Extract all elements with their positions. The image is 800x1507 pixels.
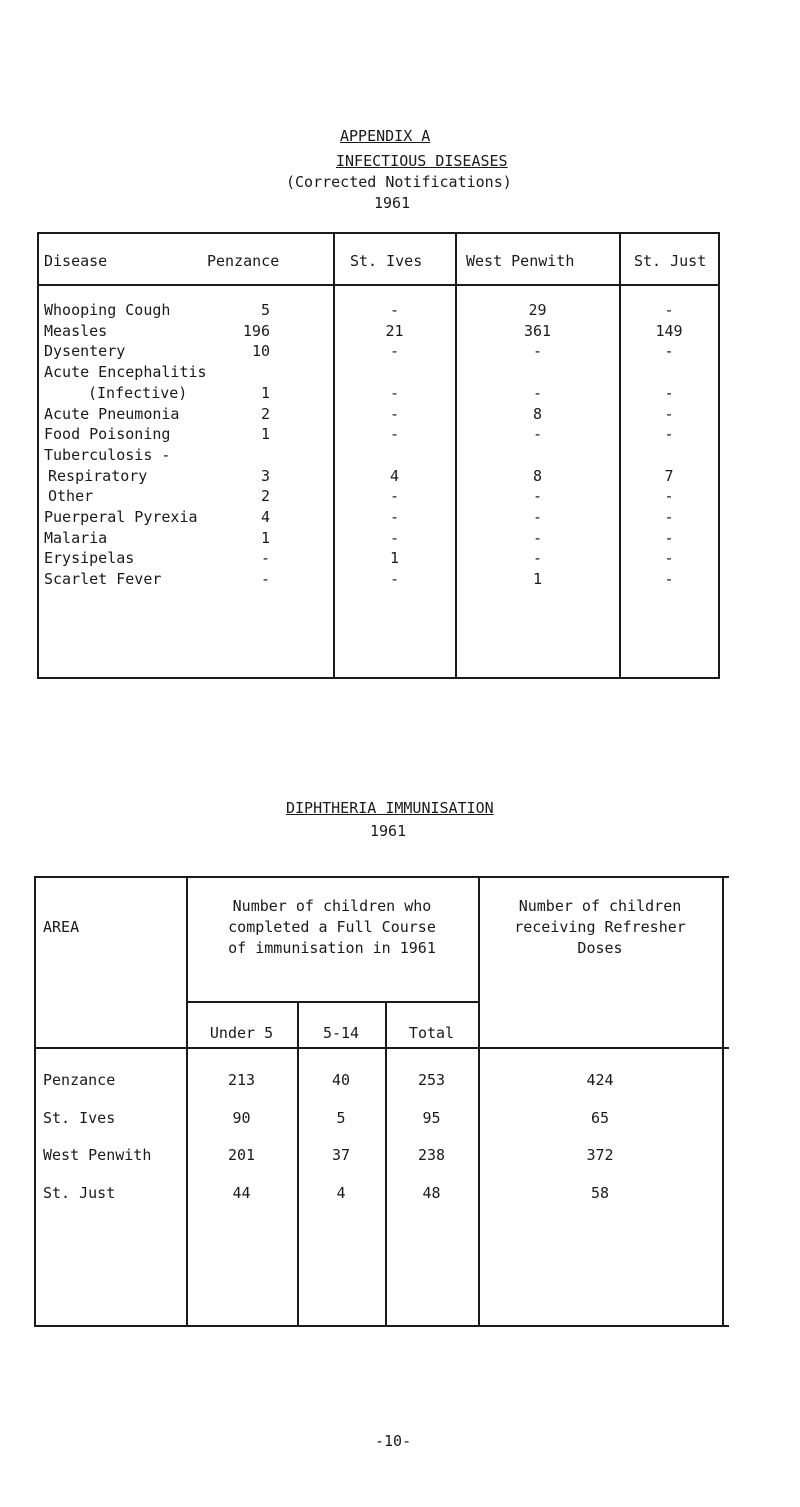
west-penwith-cell: 361 <box>523 321 552 340</box>
table-divider-st-just <box>619 232 621 678</box>
st-ives-cell: 1 <box>389 549 400 568</box>
table-border-header <box>37 284 720 286</box>
page-number: -10- <box>375 1432 412 1450</box>
under-5-cell: 213 <box>227 1071 256 1089</box>
under-5-cell: 201 <box>227 1146 256 1164</box>
west-penwith-cell: - <box>532 487 543 506</box>
dip-border-right <box>722 876 724 1326</box>
west-penwith-cell: - <box>532 528 543 547</box>
refresher-cell: 65 <box>590 1108 610 1127</box>
west-penwith-cell: - <box>532 425 543 444</box>
table-border-right <box>718 232 720 678</box>
dip-header-refresher-line-2: receiving Refresher <box>514 918 686 936</box>
disease-cell: Respiratory <box>48 466 148 485</box>
area-cell: St. Just <box>43 1183 116 1202</box>
dip-border-subheader <box>186 1001 478 1003</box>
diphtheria-title: DIPHTHERIA IMMUNISATION <box>286 799 494 817</box>
disease-cell: Malaria <box>44 528 108 547</box>
dip-header-refresher-line-3: Doses <box>577 939 623 957</box>
header-disease: Disease <box>44 252 108 270</box>
dip-header-refresher-line-1: Number of children <box>518 897 682 915</box>
disease-cell: Puerperal Pyrexia <box>44 508 198 526</box>
st-ives-cell: - <box>389 508 400 526</box>
disease-cell: Tuberculosis - <box>44 445 171 464</box>
area-cell: West Penwith <box>43 1146 152 1164</box>
under-5-cell: 44 <box>232 1183 251 1202</box>
penzance-cell: - <box>260 570 270 589</box>
dip-border-top <box>34 876 729 878</box>
penzance-cell: 2 <box>260 404 270 423</box>
disease-cell: Measles <box>44 321 108 340</box>
infectious-diseases-title: INFECTIOUS DISEASES <box>336 152 508 170</box>
penzance-cell: 10 <box>251 342 270 361</box>
st-ives-cell: 4 <box>389 466 400 485</box>
table-divider-west-penwith <box>455 232 457 678</box>
penzance-cell: 1 <box>260 425 270 444</box>
st-ives-cell: - <box>389 570 400 589</box>
infectious-diseases-year: 1961 <box>374 194 411 212</box>
penzance-cell: 1 <box>260 383 270 402</box>
total-cell: 253 <box>417 1071 446 1089</box>
st-just-cell: - <box>664 301 674 319</box>
penzance-cell: 3 <box>260 466 270 485</box>
penzance-cell: - <box>260 549 270 568</box>
disease-cell: Acute Encephalitis <box>44 363 207 382</box>
header-penzance: Penzance <box>207 252 280 270</box>
total-cell: 238 <box>417 1146 446 1164</box>
dip-header-course <box>186 896 478 959</box>
refresher-cell: 372 <box>586 1146 614 1164</box>
age-5-14-cell: 4 <box>336 1183 346 1202</box>
table-divider-st-ives <box>333 232 335 678</box>
dip-border-header <box>34 1047 729 1049</box>
disease-cell: Acute Pneumonia <box>44 404 180 423</box>
area-cell: St. Ives <box>43 1108 116 1127</box>
st-just-cell: - <box>664 508 674 526</box>
table-border-bottom <box>37 677 720 679</box>
total-cell: 95 <box>422 1108 441 1127</box>
refresher-cell: 58 <box>590 1183 610 1202</box>
disease-cell: Food Poisoning <box>44 425 171 444</box>
penzance-cell: 4 <box>260 508 270 526</box>
st-just-cell: 149 <box>655 321 683 340</box>
header-west-penwith: West Penwith <box>466 252 575 270</box>
st-just-cell: - <box>664 549 674 568</box>
st-ives-cell: - <box>389 425 400 444</box>
disease-cell: Dysentery <box>44 342 126 361</box>
header-st-just: St. Just <box>634 252 707 270</box>
west-penwith-cell: - <box>532 508 543 526</box>
dip-border-bottom <box>34 1325 729 1327</box>
age-5-14-cell: 40 <box>331 1071 351 1089</box>
west-penwith-cell: - <box>532 549 543 568</box>
dip-subheader-under-5: Under 5 <box>209 1024 274 1042</box>
dip-header-course-line-2: completed a Full Course <box>228 918 436 936</box>
dip-header-area: AREA <box>43 918 80 936</box>
disease-cell: Other <box>48 487 94 506</box>
st-ives-cell: - <box>389 487 400 506</box>
st-ives-cell: - <box>389 301 400 319</box>
west-penwith-cell: 8 <box>532 404 543 423</box>
dip-header-refresher <box>478 896 722 959</box>
st-just-cell: 7 <box>664 466 674 485</box>
st-ives-cell: - <box>389 404 400 423</box>
dip-header-course-line-3: of immunisation in 1961 <box>228 939 436 957</box>
west-penwith-cell: 8 <box>532 466 543 485</box>
area-cell: Penzance <box>43 1071 116 1089</box>
diphtheria-year: 1961 <box>370 822 407 840</box>
st-just-cell: - <box>664 383 674 402</box>
st-just-cell: - <box>664 404 674 423</box>
infectious-diseases-subtitle: (Corrected Notifications) <box>286 173 512 191</box>
appendix-title: APPENDIX A <box>340 127 431 145</box>
penzance-cell: 5 <box>260 301 270 319</box>
header-st-ives: St. Ives <box>350 252 423 270</box>
table-border-top <box>37 232 720 234</box>
st-ives-cell: - <box>389 383 400 402</box>
st-ives-cell: - <box>389 342 400 361</box>
st-just-cell: - <box>664 487 674 506</box>
total-cell: 48 <box>422 1183 441 1202</box>
st-ives-cell: 21 <box>385 321 404 340</box>
penzance-cell: 196 <box>242 321 270 340</box>
st-just-cell: - <box>664 425 674 444</box>
disease-cell: Scarlet Fever <box>44 570 162 589</box>
under-5-cell: 90 <box>232 1108 251 1127</box>
west-penwith-cell: - <box>532 342 543 361</box>
st-just-cell: - <box>664 528 674 547</box>
st-just-cell: - <box>664 342 674 361</box>
disease-cell: Whooping Cough <box>44 301 171 319</box>
age-5-14-cell: 37 <box>331 1146 351 1164</box>
penzance-cell: 1 <box>260 528 270 547</box>
west-penwith-cell: 29 <box>528 301 547 319</box>
dip-subheader-5-14: 5-14 <box>322 1024 360 1042</box>
refresher-cell: 424 <box>586 1071 614 1089</box>
west-penwith-cell: 1 <box>532 570 543 589</box>
st-ives-cell: - <box>389 528 400 547</box>
dip-header-course-line-1: Number of children who <box>232 897 432 915</box>
west-penwith-cell: - <box>532 383 543 402</box>
st-just-cell: - <box>664 570 674 589</box>
dip-subheader-total: Total <box>408 1024 455 1042</box>
disease-cell: Erysipelas <box>44 549 135 568</box>
penzance-cell: 2 <box>260 487 270 506</box>
age-5-14-cell: 5 <box>336 1108 346 1127</box>
table-border-left <box>37 232 39 678</box>
disease-cell: (Infective) <box>88 383 188 402</box>
dip-border-left <box>34 876 36 1326</box>
